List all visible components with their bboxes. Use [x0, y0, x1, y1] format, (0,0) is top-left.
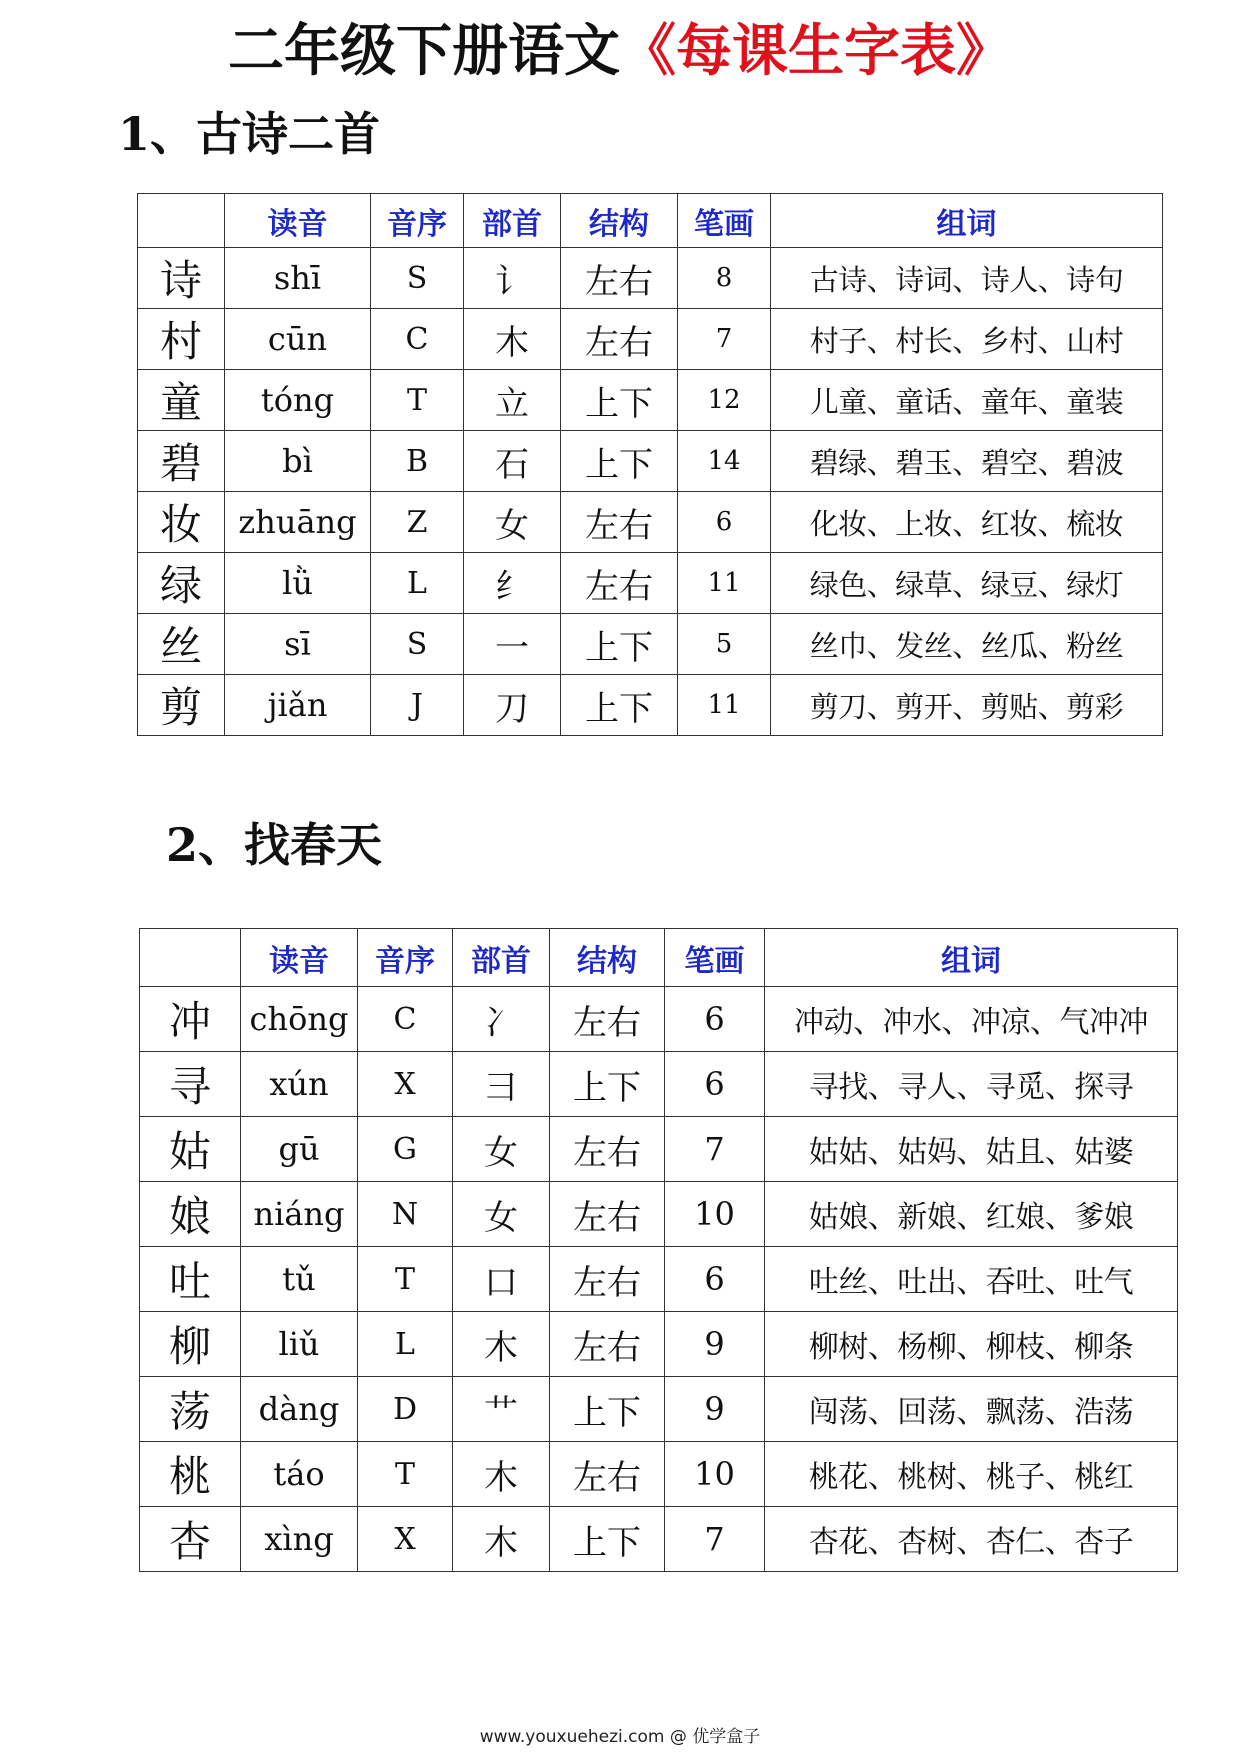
cell-stroke-count: 9 — [665, 1312, 765, 1377]
table-row — [138, 675, 1163, 736]
cell-character: 诗 — [138, 248, 225, 309]
cell-radical: 女 — [453, 1182, 550, 1247]
cell-initial-letter: Z — [371, 492, 464, 553]
cell-word-examples: 古诗、诗词、诗人、诗句 — [771, 248, 1163, 309]
cell-initial-letter: J — [371, 675, 464, 736]
cell-structure: 左右 — [561, 553, 678, 614]
table-row — [138, 370, 1163, 431]
cell-structure: 左右 — [550, 1247, 665, 1312]
cell-structure: 左右 — [550, 1182, 665, 1247]
cell-character: 妆 — [138, 492, 225, 553]
cell-pinyin: bì — [225, 431, 371, 492]
cell-stroke-count: 11 — [678, 675, 771, 736]
cell-word-examples: 姑娘、新娘、红娘、爹娘 — [765, 1182, 1178, 1247]
cell-radical: 立 — [464, 370, 561, 431]
cell-word-examples: 杏花、杏树、杏仁、杏子 — [765, 1507, 1178, 1572]
cell-stroke-count: 9 — [665, 1377, 765, 1442]
table-row — [140, 987, 1178, 1052]
cell-word-examples: 桃花、桃树、桃子、桃红 — [765, 1442, 1178, 1507]
cell-structure: 左右 — [550, 1312, 665, 1377]
cell-pinyin: cūn — [225, 309, 371, 370]
cell-character: 娘 — [140, 1182, 241, 1247]
cell-structure: 左右 — [550, 1117, 665, 1182]
cell-character: 绿 — [138, 553, 225, 614]
cell-initial-letter: T — [358, 1247, 453, 1312]
section-heading-1: 1、古诗二首 — [118, 107, 381, 161]
cell-structure: 上下 — [561, 614, 678, 675]
cell-radical: 木 — [453, 1442, 550, 1507]
cell-radical: 艹 — [453, 1377, 550, 1442]
cell-pinyin: chōng — [241, 987, 358, 1052]
cell-initial-letter: T — [358, 1442, 453, 1507]
cell-pinyin: táo — [241, 1442, 358, 1507]
cell-character: 寻 — [140, 1052, 241, 1117]
table-row — [140, 1507, 1178, 1572]
cell-stroke-count: 10 — [665, 1182, 765, 1247]
header-words: 组词 — [771, 194, 1163, 248]
cell-structure: 上下 — [550, 1377, 665, 1442]
cell-word-examples: 丝巾、发丝、丝瓜、粉丝 — [771, 614, 1163, 675]
cell-pinyin: zhuāng — [225, 492, 371, 553]
section-heading-2: 2、找春天 — [166, 818, 383, 872]
table-row — [140, 1052, 1178, 1117]
cell-radical: 木 — [464, 309, 561, 370]
header-strokes: 笔画 — [678, 194, 771, 248]
cell-structure: 上下 — [561, 370, 678, 431]
cell-word-examples: 剪刀、剪开、剪贴、剪彩 — [771, 675, 1163, 736]
cell-character: 吐 — [140, 1247, 241, 1312]
table-row — [140, 1312, 1178, 1377]
cell-character: 姑 — [140, 1117, 241, 1182]
table-row — [140, 1377, 1178, 1442]
table-header-row — [140, 929, 1178, 987]
cell-structure: 左右 — [550, 1442, 665, 1507]
table-header-row — [138, 194, 1163, 248]
cell-word-examples: 冲动、冲水、冲凉、气冲冲 — [765, 987, 1178, 1052]
cell-radical: 讠 — [464, 248, 561, 309]
cell-stroke-count: 6 — [678, 492, 771, 553]
cell-structure: 上下 — [550, 1507, 665, 1572]
cell-pinyin: jiǎn — [225, 675, 371, 736]
cell-character: 碧 — [138, 431, 225, 492]
cell-stroke-count: 7 — [678, 309, 771, 370]
header-blank — [140, 929, 241, 987]
cell-character: 桃 — [140, 1442, 241, 1507]
title-highlight: 《每课生字表》 — [620, 19, 1012, 84]
cell-word-examples: 化妆、上妆、红妆、梳妆 — [771, 492, 1163, 553]
cell-word-examples: 儿童、童话、童年、童装 — [771, 370, 1163, 431]
table-row — [140, 1182, 1178, 1247]
cell-initial-letter: T — [371, 370, 464, 431]
cell-pinyin: shī — [225, 248, 371, 309]
cell-pinyin: tǔ — [241, 1247, 358, 1312]
cell-initial-letter: C — [371, 309, 464, 370]
header-initial-letter: 音序 — [371, 194, 464, 248]
header-radical: 部首 — [453, 929, 550, 987]
cell-radical: 石 — [464, 431, 561, 492]
cell-structure: 上下 — [550, 1052, 665, 1117]
cell-initial-letter: B — [371, 431, 464, 492]
header-structure: 结构 — [561, 194, 678, 248]
cell-radical: 木 — [453, 1312, 550, 1377]
cell-character: 村 — [138, 309, 225, 370]
title-main: 二年级下册语文 — [228, 19, 620, 84]
cell-word-examples: 闯荡、回荡、飘荡、浩荡 — [765, 1377, 1178, 1442]
cell-initial-letter: D — [358, 1377, 453, 1442]
cell-pinyin: gū — [241, 1117, 358, 1182]
cell-initial-letter: S — [371, 614, 464, 675]
cell-radical: 木 — [453, 1507, 550, 1572]
cell-structure: 上下 — [561, 431, 678, 492]
header-initial-letter: 音序 — [358, 929, 453, 987]
cell-stroke-count: 14 — [678, 431, 771, 492]
cell-word-examples: 寻找、寻人、寻觅、探寻 — [765, 1052, 1178, 1117]
cell-radical: 刀 — [464, 675, 561, 736]
cell-radical: 一 — [464, 614, 561, 675]
header-pronunciation: 读音 — [241, 929, 358, 987]
cell-character: 丝 — [138, 614, 225, 675]
cell-structure: 左右 — [561, 309, 678, 370]
cell-pinyin: xìng — [241, 1507, 358, 1572]
header-pronunciation: 读音 — [225, 194, 371, 248]
cell-character: 杏 — [140, 1507, 241, 1572]
cell-structure: 左右 — [561, 492, 678, 553]
cell-structure: 上下 — [561, 675, 678, 736]
cell-initial-letter: L — [358, 1312, 453, 1377]
cell-pinyin: xún — [241, 1052, 358, 1117]
cell-word-examples: 村子、村长、乡村、山村 — [771, 309, 1163, 370]
header-blank — [138, 194, 225, 248]
cell-structure: 左右 — [550, 987, 665, 1052]
cell-radical: 口 — [453, 1247, 550, 1312]
cell-stroke-count: 11 — [678, 553, 771, 614]
cell-radical: 冫 — [453, 987, 550, 1052]
cell-initial-letter: S — [371, 248, 464, 309]
cell-word-examples: 柳树、杨柳、柳枝、柳条 — [765, 1312, 1178, 1377]
cell-stroke-count: 5 — [678, 614, 771, 675]
table-row — [138, 248, 1163, 309]
cell-word-examples: 吐丝、吐出、吞吐、吐气 — [765, 1247, 1178, 1312]
table-row — [138, 431, 1163, 492]
table-row — [138, 614, 1163, 675]
cell-pinyin: niáng — [241, 1182, 358, 1247]
cell-stroke-count: 10 — [665, 1442, 765, 1507]
header-strokes: 笔画 — [665, 929, 765, 987]
header-words: 组词 — [765, 929, 1178, 987]
header-structure: 结构 — [550, 929, 665, 987]
cell-initial-letter: G — [358, 1117, 453, 1182]
cell-stroke-count: 6 — [665, 1052, 765, 1117]
cell-structure: 左右 — [561, 248, 678, 309]
cell-pinyin: liǔ — [241, 1312, 358, 1377]
cell-initial-letter: X — [358, 1507, 453, 1572]
cell-initial-letter: C — [358, 987, 453, 1052]
cell-character: 童 — [138, 370, 225, 431]
cell-pinyin: tóng — [225, 370, 371, 431]
cell-initial-letter: N — [358, 1182, 453, 1247]
cell-stroke-count: 6 — [665, 1247, 765, 1312]
char-table-1 — [137, 193, 1163, 736]
cell-radical: 女 — [453, 1117, 550, 1182]
cell-word-examples: 姑姑、姑妈、姑且、姑婆 — [765, 1117, 1178, 1182]
page-title — [0, 12, 1240, 92]
cell-initial-letter: L — [371, 553, 464, 614]
cell-stroke-count: 7 — [665, 1117, 765, 1182]
cell-character: 剪 — [138, 675, 225, 736]
char-table-2 — [139, 928, 1178, 1572]
table-row — [138, 309, 1163, 370]
cell-pinyin: dàng — [241, 1377, 358, 1442]
cell-character: 柳 — [140, 1312, 241, 1377]
cell-stroke-count: 12 — [678, 370, 771, 431]
cell-initial-letter: X — [358, 1052, 453, 1117]
table-row — [140, 1247, 1178, 1312]
cell-character: 荡 — [140, 1377, 241, 1442]
cell-stroke-count: 7 — [665, 1507, 765, 1572]
cell-pinyin: lǜ — [225, 553, 371, 614]
table-row — [140, 1442, 1178, 1507]
cell-pinyin: sī — [225, 614, 371, 675]
cell-radical: 彐 — [453, 1052, 550, 1117]
table-row — [138, 492, 1163, 553]
table-row — [140, 1117, 1178, 1182]
cell-word-examples: 碧绿、碧玉、碧空、碧波 — [771, 431, 1163, 492]
cell-radical: 纟 — [464, 553, 561, 614]
cell-stroke-count: 6 — [665, 987, 765, 1052]
cell-character: 冲 — [140, 987, 241, 1052]
cell-stroke-count: 8 — [678, 248, 771, 309]
cell-radical: 女 — [464, 492, 561, 553]
header-radical: 部首 — [464, 194, 561, 248]
table-row — [138, 553, 1163, 614]
footer-source: www.youxuehezi.com @ 优学盒子 — [479, 1727, 761, 1747]
cell-word-examples: 绿色、绿草、绿豆、绿灯 — [771, 553, 1163, 614]
